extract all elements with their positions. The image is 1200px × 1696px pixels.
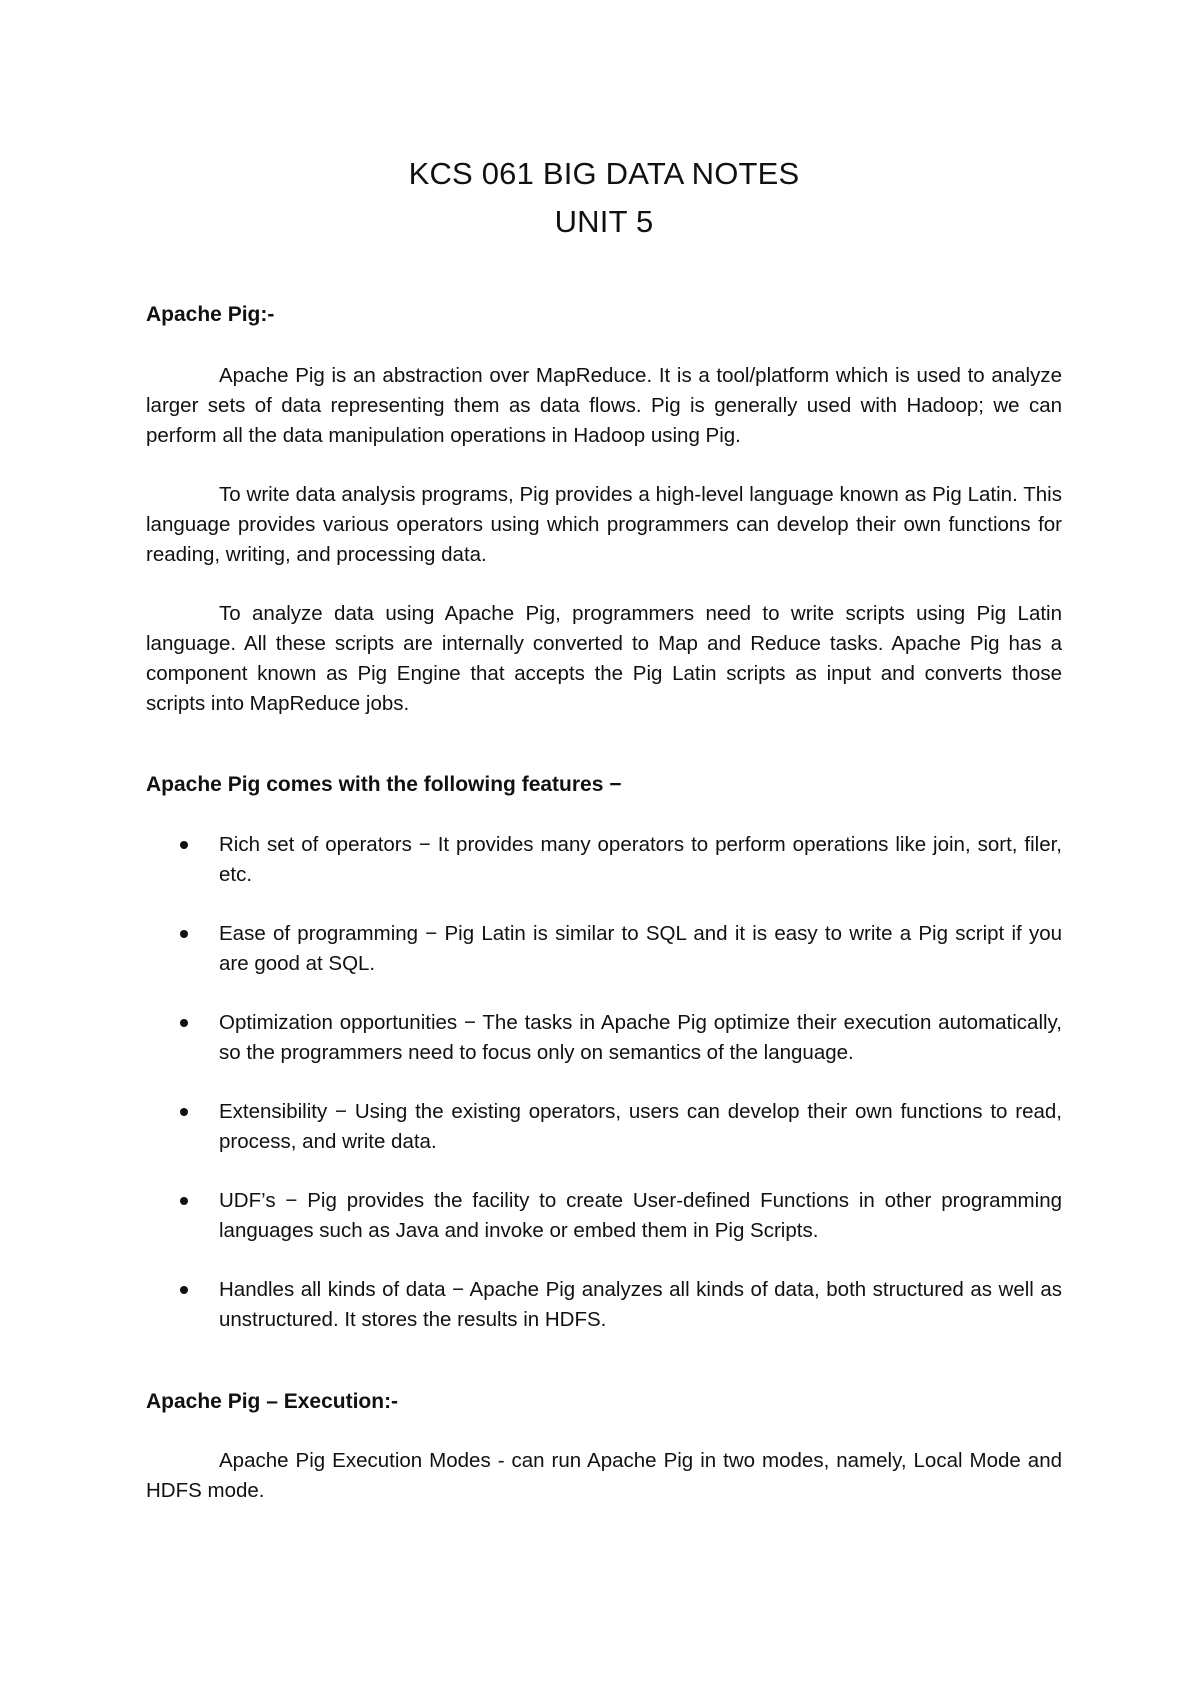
document-title-line2: UNIT 5 [554,204,654,239]
list-item [146,1097,1062,1157]
list-item [146,1275,1062,1335]
bullet-icon [180,1019,188,1027]
bullet-icon [180,841,188,849]
feature-text: Optimization opportunities − The tasks in Apache Pig optimize their execution automatically, so the programmers need to focus only on semantics of the language. [219,1011,1062,1064]
feature-text: UDF’s − Pig provides the facility to create User-defined Functions in other programming languages such as Java and invoke or embed them in Pig Scripts. [219,1189,1062,1242]
features-list [146,830,1062,1335]
section-heading-features: Apache Pig comes with the following features − [146,773,622,796]
section-heading-execution: Apache Pig – Execution:- [146,1390,399,1413]
bullet-icon [180,1286,188,1294]
list-item [146,919,1062,979]
bullet-icon [180,1197,188,1205]
feature-text: Rich set of operators − It provides many operators to perform operations like join, sort, filer, etc. [219,833,1062,886]
feature-text: Ease of programming − Pig Latin is similar to SQL and it is easy to write a Pig script if you are good at SQL. [219,922,1062,975]
document-title-line1: KCS 061 BIG DATA NOTES [408,156,800,191]
document-body [146,150,1062,1506]
bullet-icon [180,1108,188,1116]
feature-text: Extensibility − Using the existing operators, users can develop their own functions to read, process, and write data. [219,1100,1062,1153]
list-item [146,1186,1062,1246]
list-spacer [146,1157,1062,1186]
section-heading-apache-pig: Apache Pig:- [146,303,275,326]
paragraph-execution-modes: Apache Pig Execution Modes - can run Apache Pig in two modes, namely, Local Mode and HDFS mode. [146,1449,1062,1502]
paragraph-intro: Apache Pig is an abstraction over MapReduce. It is a tool/platform which is used to analyze larger sets of data representing them as data flows. Pig is generally used with Hadoop; we can perform all the data manipulation operations in Hadoop using Pig. [146,364,1062,447]
list-spacer [146,890,1062,919]
paragraph-pig-latin: To write data analysis programs, Pig provides a high-level language known as Pig Latin. This language provides various operators using which programmers can develop their own functions for reading, writing, and processing data. [146,483,1062,566]
list-spacer [146,979,1062,1008]
paragraph-pig-engine: To analyze data using Apache Pig, programmers need to write scripts using Pig Latin language. All these scripts are internally converted to Map and Reduce tasks. Apache Pig has a component known as Pig Engine that accepts the Pig Latin scripts as input and converts those scripts into MapReduce jobs. [146,602,1062,715]
bullet-icon [180,930,188,938]
list-spacer [146,1246,1062,1275]
list-item [146,830,1062,890]
feature-text: Handles all kinds of data − Apache Pig analyzes all kinds of data, both structured as well as unstructured. It stores the results in HDFS. [219,1278,1062,1331]
list-spacer [146,1068,1062,1097]
list-item [146,1008,1062,1068]
